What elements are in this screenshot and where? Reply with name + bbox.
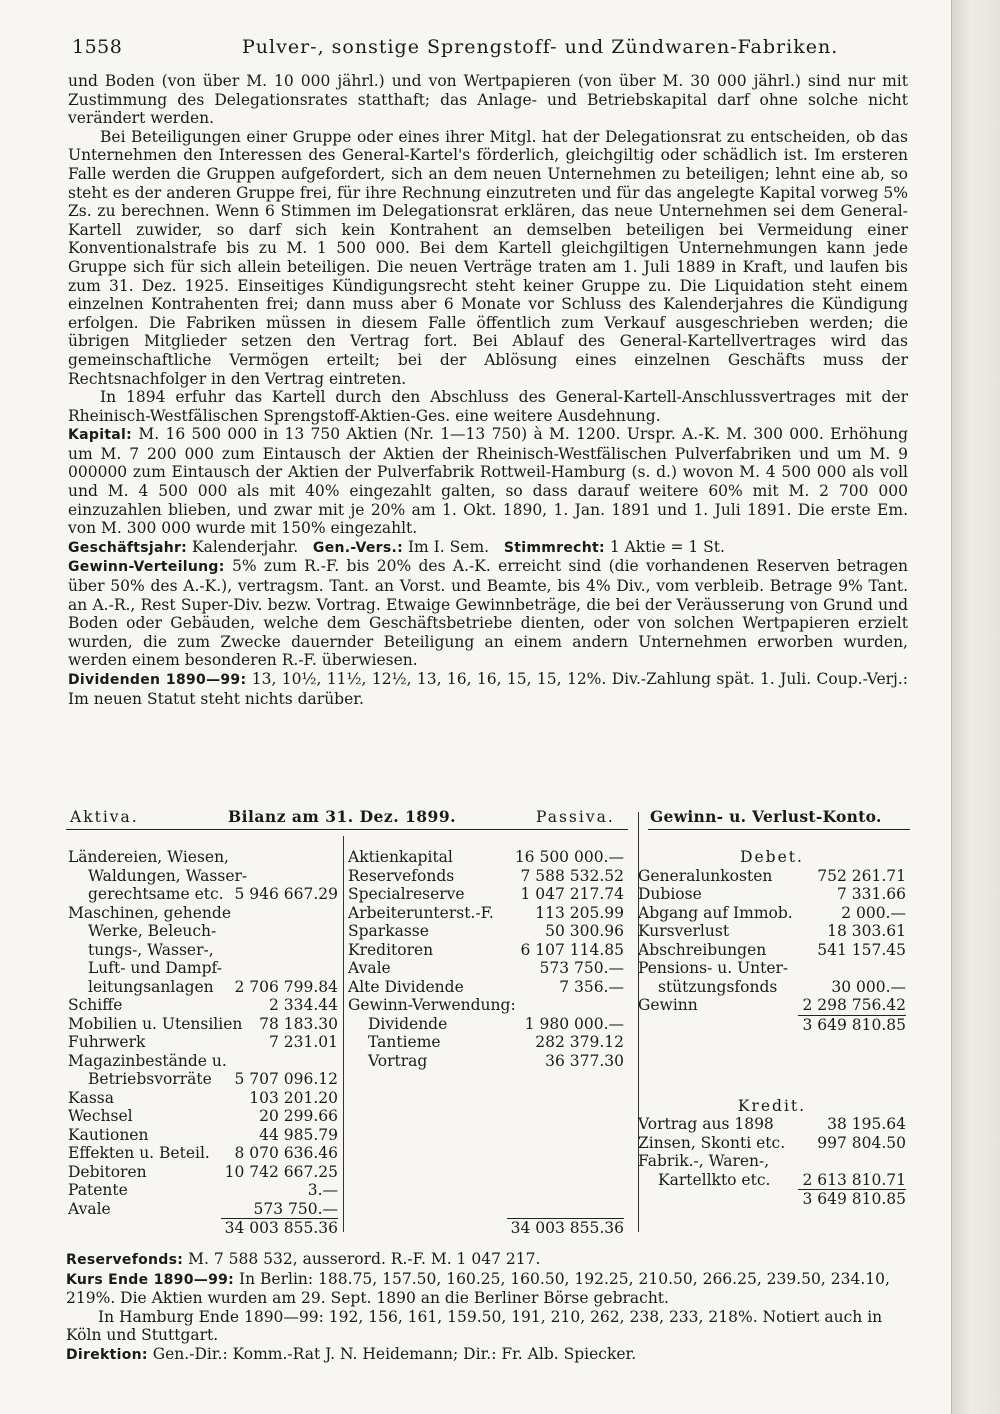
row-label: Dividende	[368, 1014, 448, 1033]
row-label: Waldungen, Wasser-	[88, 866, 248, 885]
row-label: Patente	[68, 1181, 128, 1199]
row-label: Avale	[348, 959, 391, 977]
passiva-total	[348, 1218, 624, 1237]
stimmrecht-label: Stimmrecht:	[503, 539, 605, 556]
dividenden-label: Dividenden 1890—99:	[68, 672, 247, 688]
debet-row	[638, 978, 906, 997]
row-label: Effekten u. Beteil.	[68, 1144, 210, 1162]
dividenden-text: 13, 10½, 11½, 12½, 13, 16, 16, 15, 15, 12%. Div.-Zahlung spät. 1. Juli. Coup.-Verj.: Im neuen Statut steht nichts darüber.	[68, 670, 908, 708]
row-label: Ländereien, Wiesen,	[68, 848, 229, 866]
column-divider	[343, 836, 344, 1232]
kredit-row	[638, 1134, 906, 1153]
row-label: Wechsel	[68, 1107, 133, 1125]
row-amount: 997 804.50	[817, 1133, 906, 1152]
paragraph-2: Bei Beteiligungen einer Gruppe oder eines ihrer Mitgl. hat der Delegationsrat zu entscheiden, ob das Unternehmen den Interessen des General-Kartel's förderlich, gleichgiltig oder schädlich ist. Im ersteren Falle werden die Gruppen aufgefordert, sich an dem neuen Unternehmen zu beteiligen; lehnt eine ab, so steht es der anderen Gruppe frei, für ihre Rechnung einzutreten und für das angelegte Kapital vorweg 5% Zs. zu berechnen. Wenn 6 Stimmen im Delegationsrat erklären, das neue Unternehmen sei dem General-Kartell zuwider, so darf sich kein Kontrahent an demselben beteiligen bei Vermeidung einer Konventionalstrafe bis zu M. 1 500 000. Bei dem Kartell gleichgiltigen Unternehmungen kann jede Gruppe sich für sich allein beteiligen. Die neuen Verträge traten am 1. Juli 1889 in Kraft, und laufen bis zum 31. Dez. 1925. Einseitiges Kündigungsrecht steht keiner Gruppe zu. Die Liquidation steht einem einzelnen Kontrahenten frei; dann muss aber 6 Monate vor Schluss des Kalenderjahres die Kündigung erfolgen. Die Fabriken müssen in diesem Falle öffentlich zum Verkauf ausgeschrieben werden; die übrigen Mitglieder setzen den Vertrag fort. Bei Ablauf des General-Kartellvertrages wird das gemeinschaftliche Vermögen erteilt; bei der Ablösung eines einzelnen Geschäfts muss der Rechtsnachfolger in den Vertrag eintreten.	[68, 127, 908, 388]
passiva-row	[348, 1033, 624, 1052]
aktiva-row	[68, 959, 338, 978]
row-label: Magazinbestände u.	[68, 1051, 227, 1070]
paragraph-1: und Boden (von über M. 10 000 jährl.) und von Wertpapieren (von über M. 30 000 jährl.) sind nur mit Zustimmung des Delegationsrates statthaft; das Anlage- und Betriebskapital darf ohne solche nicht verändert werden.	[68, 72, 908, 128]
aktiva-row	[68, 1163, 338, 1182]
row-amount: 7 331.66	[836, 885, 906, 903]
row-amount: 38 195.64	[827, 1115, 906, 1133]
total-amount: 3 649 810.85	[798, 1015, 906, 1035]
row-amount: 44 985.79	[259, 1125, 338, 1144]
dividenden-section	[68, 670, 908, 708]
aktiva-column	[68, 848, 338, 1237]
footer-text	[66, 1250, 911, 1365]
row-amount: 10 742 667.25	[224, 1162, 338, 1181]
gewinn-label: Gewinn-Verteilung:	[68, 559, 225, 576]
gv-column	[638, 830, 906, 1208]
row-amount: 7 588 532.52	[520, 866, 624, 885]
row-amount: 752 261.71	[817, 866, 906, 885]
row-label: Alte Dividende	[348, 977, 464, 996]
aktiva-row	[68, 1200, 338, 1219]
passiva-row	[348, 1052, 624, 1071]
row-label: Debitoren	[68, 1162, 147, 1181]
stimmrecht-text: 1 Aktie = 1 St.	[609, 537, 725, 556]
balance-title: Bilanz am 31. Dez. 1899.	[228, 807, 457, 826]
row-label: Fuhrwerk	[68, 1033, 146, 1051]
row-amount: 7 231.01	[268, 1033, 338, 1051]
row-amount: 541 157.45	[817, 940, 906, 959]
row-label: Tantieme	[368, 1033, 441, 1051]
aktiva-row	[68, 1070, 338, 1089]
direktion-label: Direktion:	[66, 1346, 148, 1363]
row-amount: 113 205.99	[535, 903, 624, 922]
row-amount: 2 706 799.84	[234, 977, 338, 996]
aktiva-total	[68, 1218, 338, 1237]
row-label: Betriebsvorräte	[88, 1070, 212, 1088]
row-label: Luft- und Dampf-	[88, 959, 222, 977]
debet-heading: Debet.	[740, 848, 804, 866]
gewinn-text: 5% zum R.-F. bis 20% des A.-K. erreicht sind (die vorhandenen Reserven betragen über 50% des A.-K.), vertragsm. Tant. an Vorst. und Beamte, bis 4% Div., vom verbleib. Betrage 9% Tant. an A.-R., Rest Super-Div. bezw. Vortrag. Etwaige Gewinnbeträge, die bei der Veräusserung von Grund und Boden oder Gebäuden, welche dem Geschäftsbetriebe dienten, oder von solchen Wertpapieren erzielt wurden, die zum Zwecke dauernder Beteiligung an einem andern Unternehmen erworben wurden, werden einem besonderen R.-F. überwiesen.	[68, 557, 908, 670]
row-amount: 103 201.20	[249, 1088, 338, 1107]
row-label: Abgang auf Immob.	[638, 903, 793, 922]
aktiva-row	[68, 867, 338, 886]
aktiva-row	[68, 922, 338, 941]
row-amount: 30 000.—	[831, 977, 906, 996]
row-label: Generalunkosten	[638, 866, 773, 885]
aktiva-row	[68, 941, 338, 960]
kredit-heading: Kredit.	[737, 1096, 807, 1115]
geschaeftsjahr-label: Geschäftsjahr:	[68, 539, 188, 556]
row-amount: 20 299.66	[259, 1107, 338, 1125]
kurs-label: Kurs Ende 1890—99:	[66, 1271, 235, 1288]
kapital-label: Kapital:	[68, 427, 133, 444]
aktiva-row	[68, 885, 338, 904]
row-label: Specialreserve	[348, 885, 465, 903]
row-label: Kursverlust	[638, 922, 730, 940]
aktiva-row	[68, 904, 338, 923]
kurs-text: In Berlin: 188.75, 157.50, 160.25, 160.50, 192.25, 210.50, 266.25, 239.50, 234.10, 219%. Die Aktien wurden am 29. Sept. 1890 an die Berliner Börse gebracht.	[66, 1269, 890, 1308]
debet-row	[638, 867, 906, 886]
passiva-row	[348, 996, 624, 1015]
row-amount: 50 300.96	[545, 922, 624, 940]
row-amount: 2 613 810.71	[802, 1170, 906, 1189]
passiva-row	[348, 867, 624, 886]
passiva-row	[348, 978, 624, 997]
passiva-row	[348, 848, 624, 867]
row-label: Kautionen	[68, 1125, 149, 1144]
row-amount: 7 356.—	[559, 977, 624, 996]
reserve-text: M. 7 588 532, ausserord. R.-F. M. 1 047 217.	[188, 1250, 541, 1268]
aktiva-row	[68, 1144, 338, 1163]
row-amount: 5 707 096.12	[234, 1070, 338, 1088]
row-amount: 282 379.12	[535, 1033, 624, 1051]
row-label: Vortrag aus 1898	[638, 1115, 774, 1133]
kapital-section	[68, 425, 908, 538]
passiva-row	[348, 922, 624, 941]
kurs-hamburg: In Hamburg Ende 1890—99: 192, 156, 161, 159.50, 191, 210, 262, 238, 233, 218%. Notiert auch in Köln und Stuttgart.	[66, 1307, 883, 1345]
kredit-row	[638, 1171, 906, 1190]
aktiva-heading: Aktiva.	[70, 808, 139, 826]
row-label: Schiffe	[68, 996, 123, 1014]
row-label: Arbeiterunterst.-F.	[348, 903, 494, 922]
aktiva-row	[68, 1089, 338, 1108]
spacer	[638, 830, 906, 848]
genvers-text: Im I. Sem.	[407, 537, 490, 556]
aktiva-row	[68, 978, 338, 997]
kapital-text: M. 16 500 000 in 13 750 Aktien (Nr. 1—13 750) à M. 1200. Urspr. A.-K. M. 300 000. Erhöhung um M. 7 200 000 zum Eintausch der Aktien der Rheinisch-Westfälischen Pulverfabriken und um M. 9 000000 zum Eintausch der Aktien der Pulverfabrik Rottweil-Hamburg (s. d.) wovon M. 4 500 000 als voll und M. 4 500 000 als mit 40% eingezahlt galten, so dass darauf weitere 60% mit M. 2 700 000 einzuzahlen blieben, und zwar mit je 20% am 1. Okt. 1890, 1. Jan. 1891 und 1. Juli 1891. Die erste Em. von M. 300 000 wurde mit 150% eingezahlt.	[68, 425, 908, 538]
row-amount: 1 980 000.—	[524, 1014, 624, 1033]
reserve-label: Reservefonds:	[66, 1252, 184, 1268]
debet-row	[638, 941, 906, 960]
passiva-row	[348, 941, 624, 960]
meta-line	[68, 538, 908, 558]
debet-row	[638, 922, 906, 941]
row-label: Pensions- u. Unter-	[638, 959, 789, 977]
passiva-row	[348, 959, 624, 978]
row-label: Zinsen, Skonti etc.	[638, 1133, 786, 1152]
aktiva-row	[68, 1052, 338, 1071]
geschaeftsjahr-text: Kalenderjahr.	[192, 537, 299, 556]
row-amount: 1 047 217.74	[520, 885, 624, 903]
aktiva-row	[68, 1015, 338, 1034]
reserve-section	[66, 1250, 911, 1270]
direktion-text: Gen.-Dir.: Komm.-Rat J. N. Heidemann; Dir.: Fr. Alb. Spiecker.	[152, 1344, 637, 1363]
gewinn-section	[68, 557, 908, 670]
row-amount: 6 107 114.85	[520, 940, 624, 959]
passiva-row	[348, 1015, 624, 1034]
row-amount: 2 000.—	[841, 903, 906, 922]
row-label: Gewinn	[638, 996, 698, 1014]
page-header	[72, 36, 942, 60]
paragraph-3: In 1894 erfuhr das Kartell durch den Abschluss des General-Kartell-Anschlussvertrages mit der Rheinisch-Westfälischen Sprengstoff-Aktien-Ges. eine weitere Ausdehnung.	[68, 388, 908, 425]
row-label: stützungsfonds	[658, 977, 778, 996]
row-label: Vortrag	[368, 1051, 428, 1070]
row-label: Aktienkapital	[348, 848, 453, 866]
page-number: 1558	[72, 36, 123, 58]
aktiva-row	[68, 996, 338, 1015]
aktiva-row	[68, 848, 338, 867]
debet-total	[638, 1015, 906, 1034]
balance-rule	[66, 829, 628, 830]
kredit-row	[638, 1115, 906, 1134]
row-label: Kartellkto etc.	[658, 1170, 771, 1189]
row-amount: 2 334.44	[268, 996, 338, 1014]
row-amount: 5 946 667.29	[234, 885, 338, 903]
running-title: Pulver-, sonstige Sprengstoff- und Zündwaren-Fabriken.	[242, 36, 839, 58]
debet-row	[638, 996, 906, 1015]
row-label: Kreditoren	[348, 940, 434, 959]
row-label: Avale	[68, 1199, 111, 1218]
row-label: Abschreibungen	[638, 940, 767, 959]
row-amount: 78 183.30	[259, 1014, 338, 1033]
row-label: Fabrik.-, Waren-,	[638, 1152, 770, 1170]
row-label: Sparkasse	[348, 922, 429, 940]
passiva-column	[348, 848, 624, 1237]
debet-row	[638, 885, 906, 904]
row-amount: 18 303.61	[827, 922, 906, 940]
page-binding-edge	[951, 0, 1000, 1414]
aktiva-row	[68, 1033, 338, 1052]
passiva-heading: Passiva.	[536, 808, 615, 826]
genvers-label: Gen.-Vers.:	[312, 539, 403, 556]
row-amount: 573 750.—	[539, 959, 624, 977]
row-label: Werke, Beleuch-	[88, 922, 217, 940]
row-amount: 36 377.30	[545, 1051, 624, 1070]
row-label: Maschinen, gehende	[68, 903, 232, 922]
row-amount: 16 500 000.—	[514, 848, 624, 866]
spacer	[638, 1033, 906, 1097]
gv-konto-title: Gewinn- u. Verlust-Konto.	[650, 807, 882, 826]
balance-header	[66, 808, 911, 830]
aktiva-row	[68, 1181, 338, 1200]
row-label: Gewinn-Verwendung:	[348, 996, 516, 1014]
passiva-row	[348, 885, 624, 904]
row-label: gerechtsame etc.	[88, 885, 224, 903]
row-amount: 3.—	[307, 1181, 338, 1199]
row-label: Kassa	[68, 1088, 114, 1107]
aktiva-row	[68, 1107, 338, 1126]
row-label: tungs-, Wasser-,	[88, 940, 214, 959]
row-amount: 2 298 756.42	[802, 996, 906, 1014]
balance-sheet	[66, 808, 911, 1246]
kurs-section	[66, 1270, 911, 1308]
total-amount: 34 003 855.36	[221, 1218, 338, 1238]
total-amount: 34 003 855.36	[507, 1218, 624, 1238]
kredit-total	[638, 1189, 906, 1208]
aktiva-row	[68, 1126, 338, 1145]
row-label: Reservefonds	[348, 866, 455, 885]
row-amount: 8 070 636.46	[234, 1144, 338, 1162]
row-label: Mobilien u. Utensilien	[68, 1014, 243, 1033]
body-text	[68, 72, 908, 708]
spacer	[348, 1070, 624, 1218]
debet-row	[638, 904, 906, 923]
direktion-section	[66, 1345, 911, 1365]
total-amount: 3 649 810.85	[798, 1189, 906, 1209]
row-amount: 573 750.—	[253, 1199, 338, 1218]
row-label: Dubiose	[638, 885, 702, 903]
kredit-row	[638, 1152, 906, 1171]
row-label: leitungsanlagen	[88, 977, 214, 996]
debet-row	[638, 959, 906, 978]
passiva-row	[348, 904, 624, 923]
